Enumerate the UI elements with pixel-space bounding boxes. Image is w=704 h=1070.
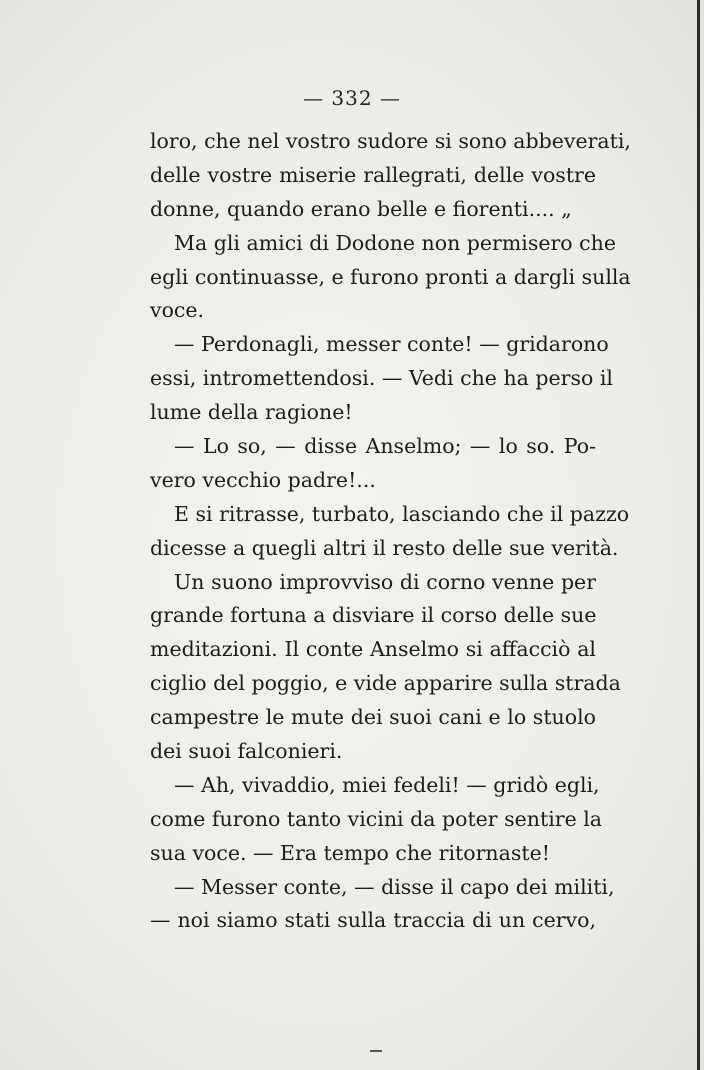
text-line: — Lo so, — disse Anselmo; — lo so. Po- (174, 434, 596, 459)
text-line: — Perdonagli, messer conte! — gridarono (174, 332, 609, 357)
text-line: dicesse a quegli altri il resto delle sue verità. (150, 535, 619, 560)
text-line: dei suoi falconieri. (150, 739, 343, 764)
page-number: — 332 — (303, 86, 401, 110)
text-line: come furono tanto vicini da poter sentire la (150, 806, 603, 831)
text-line: essi, intromettendosi. — Vedi che ha perso il (150, 366, 613, 391)
text-line: lume della ragione! (150, 400, 353, 425)
text-line: donne, quando erano belle e fiorenti.... „ (150, 196, 572, 221)
page-edge-line (697, 0, 700, 1070)
text-line: ciglio del poggio, e vide apparire sulla strada (150, 671, 621, 696)
text-line: voce. (150, 298, 205, 323)
text-line: — Ah, vivaddio, miei fedeli! — gridò egli, (174, 772, 600, 797)
text-line: — noi siamo stati sulla traccia di un cervo, (150, 908, 596, 933)
text-line: loro, che nel vostro sudore si sono abbeverati, (150, 129, 631, 153)
text-line: Ma gli amici di Dodone non permisero che (174, 230, 616, 255)
text-line: — Messer conte, — disse il capo dei militi, (174, 874, 615, 899)
text-line: meditazioni. Il conte Anselmo si affacciò al (150, 637, 596, 662)
text-line: egli continuasse, e furono pronti a dargli sulla (150, 264, 631, 289)
text-line: vero vecchio padre!... (150, 467, 376, 492)
text-line: delle vostre miserie rallegrati, delle vostre (150, 162, 596, 187)
bottom-dash-mark (370, 1050, 382, 1052)
text-line: Un suono improvviso di corno venne per (174, 569, 596, 594)
text-line: E si ritrasse, turbato, lasciando che il pazzo (174, 501, 630, 526)
text-line: campestre le mute dei suoi cani e lo stuolo (150, 705, 596, 730)
text-line: sua voce. — Era tempo che ritornaste! (150, 840, 550, 865)
text-line: grande fortuna a disviare il corso delle sue (150, 603, 597, 628)
body-text (150, 125, 631, 938)
